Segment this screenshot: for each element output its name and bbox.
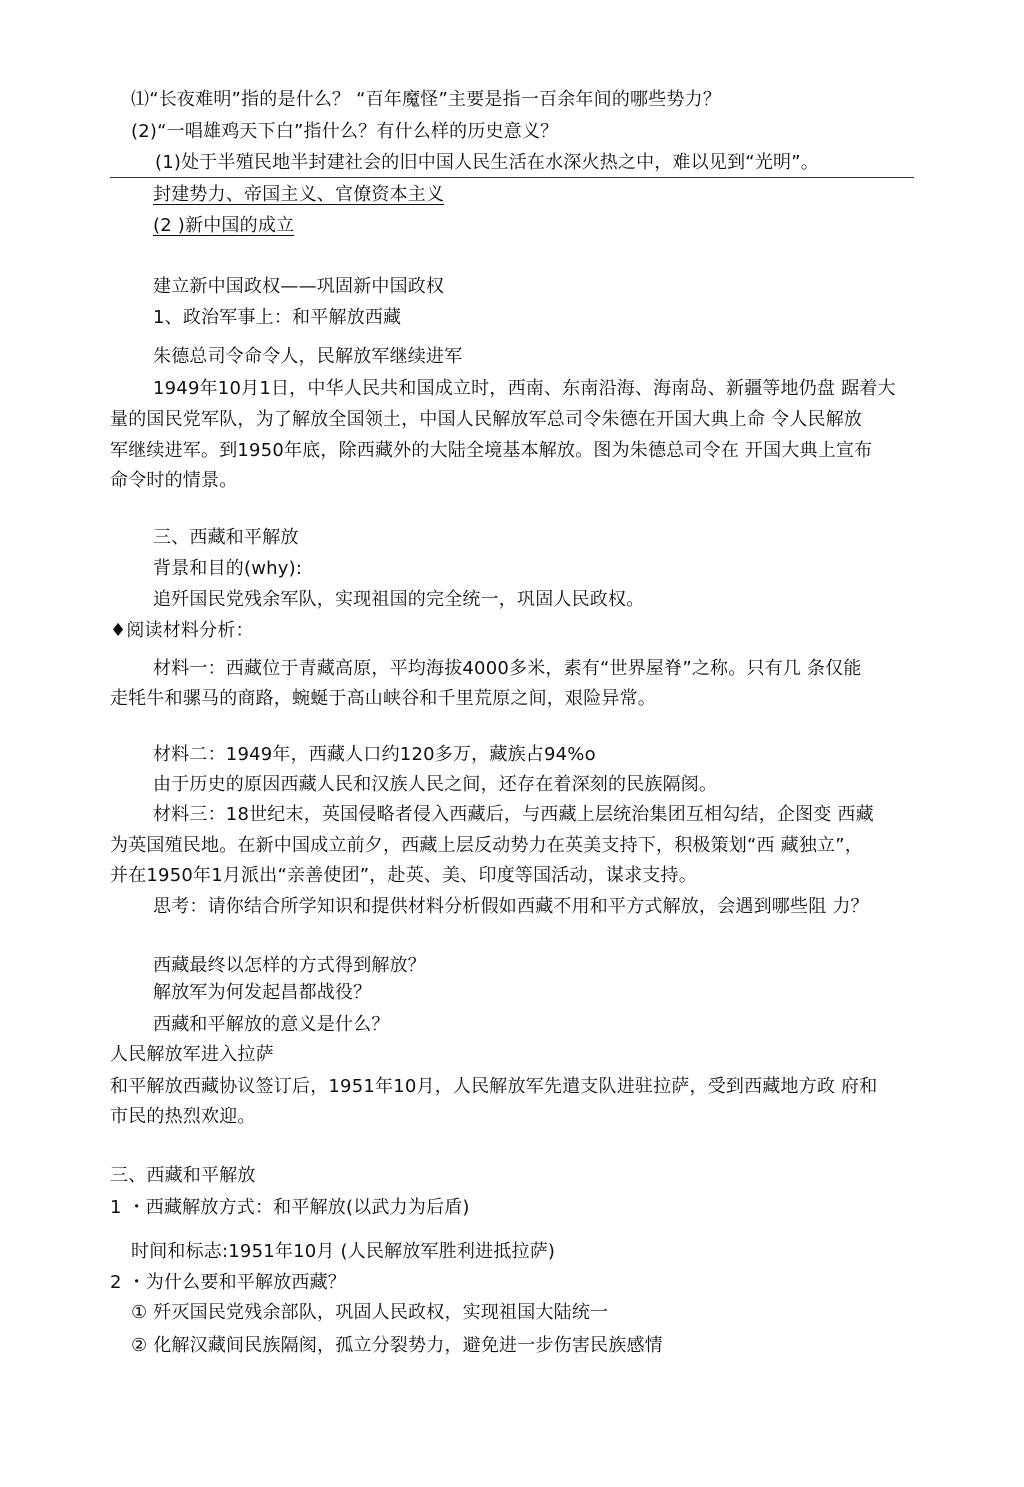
subheading-politics-military: 1、政治军事上：和平解放西藏	[153, 307, 402, 328]
point-1-method: 1 ・西藏解放方式：和平解放(以武力为后盾)	[110, 1197, 470, 1218]
section-heading-tibet: 三、西藏和平解放	[153, 527, 299, 548]
caption-pla-enters-lhasa: 人民解放军进入拉萨	[110, 1044, 274, 1065]
material-3-line-1: 材料三：18世纪末，英国侵略者侵入西藏后，与西藏上层统治集团互相勾结，企图变 西藏	[153, 804, 874, 825]
reason-1: ① 歼灭国民党残余部队，巩固人民政权，实现祖国大陆统一	[131, 1302, 609, 1323]
think-question: 思考：请你结合所学知识和提供材料分析假如西藏不用和平方式解放，会遇到哪些阻 力？	[153, 896, 869, 917]
lhasa-paragraph-line-2: 市民的热烈欢迎。	[110, 1106, 256, 1127]
paragraph-1949-line-2: 量的国民党军队，为了解放全国领土，中国人民解放军总司令朱德在开国大典上命 令人民解放	[110, 409, 863, 430]
material-3-line-3: 并在1950年1月派出“亲善使团”，赴英、美、印度等国活动，谋求支持。	[110, 865, 697, 886]
question-significance: 西藏和平解放的意义是什么？	[153, 1014, 390, 1035]
reason-2: ② 化解汉藏间民族隔阂，孤立分裂势力，避免进一步伤害民族感情	[131, 1335, 663, 1356]
background-text: 追歼国民党残余军队，实现祖国的完全统一，巩固人民政权。	[153, 589, 645, 610]
question-qamdo-campaign: 解放军为何发起昌都战役？	[153, 982, 372, 1003]
answer-1-text: (1)处于半殖民地半封建社会的旧中国人民生活在水深火热之中，难以见到“光明”。	[155, 152, 819, 173]
subheading-background: 背景和目的(why):	[153, 558, 303, 579]
question-2: (2)“一唱雄鸡天下白”指什么？有什么样的历史意义？	[131, 121, 559, 142]
paragraph-1949-line-1: 1949年10月1日，中华人民共和国成立时，西南、东南沿海、海南岛、新疆等地仍盘 踞着大	[153, 378, 896, 399]
caption-zhu-de-order: 朱德总司令命令人，民解放军继续进军	[153, 346, 463, 367]
material-1-line-2: 走牦牛和骡马的商路，蜿蜒于高山峡谷和千里荒原之间，艰险异常。	[110, 688, 656, 709]
point-1-time: 时间和标志:1951年10月 (人民解放军胜利进抵拉萨)	[131, 1241, 556, 1262]
point-2-why: 2 ・为什么要和平解放西藏？	[110, 1272, 346, 1293]
lhasa-paragraph-line-1: 和平解放西藏协议签订后，1951年10月，人民解放军先遣支队进驻拉萨，受到西藏地方政 府和	[110, 1076, 878, 1097]
paragraph-1949-line-4: 命令时的情景。	[110, 470, 238, 491]
answer-1-forces: 封建势力、帝国主义、官僚资本主义	[153, 184, 445, 205]
answer-2-text: (2 )新中国的成立	[153, 215, 295, 236]
section-heading-regime: 建立新中国政权——巩固新中国政权	[153, 276, 445, 297]
paragraph-1949-line-3: 军继续进军。到1950年底，除西藏外的大陆全境基本解放。图为朱德总司令在 开国大典上宣布	[110, 440, 873, 461]
material-3-line-2: 为英国殖民地。在新中国成立前夕，西藏上层反动势力在英美支持下，积极策划“西 藏独立”，	[110, 835, 863, 856]
question-1: ⑴“长夜难明”指的是什么？ “百年魔怪”主要是指一百余年间的哪些势力？	[131, 89, 722, 110]
material-2-line-1: 材料二：1949年，西藏人口约120多万，藏族占94%o	[153, 744, 596, 765]
question-liberation-method: 西藏最终以怎样的方式得到解放？	[153, 955, 426, 976]
reading-material-heading: ♦阅读材料分析：	[110, 620, 254, 641]
material-2-line-2: 由于历史的原因西藏人民和汉族人民之间，还存在着深刻的民族隔阂。	[153, 774, 718, 795]
material-1-line-1: 材料一：西藏位于青藏高原，平均海拔4000多米，素有“世界屋脊”之称。只有几 条仅能	[153, 658, 862, 679]
divider-line	[110, 177, 914, 178]
section-heading-tibet-summary: 三、西藏和平解放	[110, 1165, 256, 1186]
